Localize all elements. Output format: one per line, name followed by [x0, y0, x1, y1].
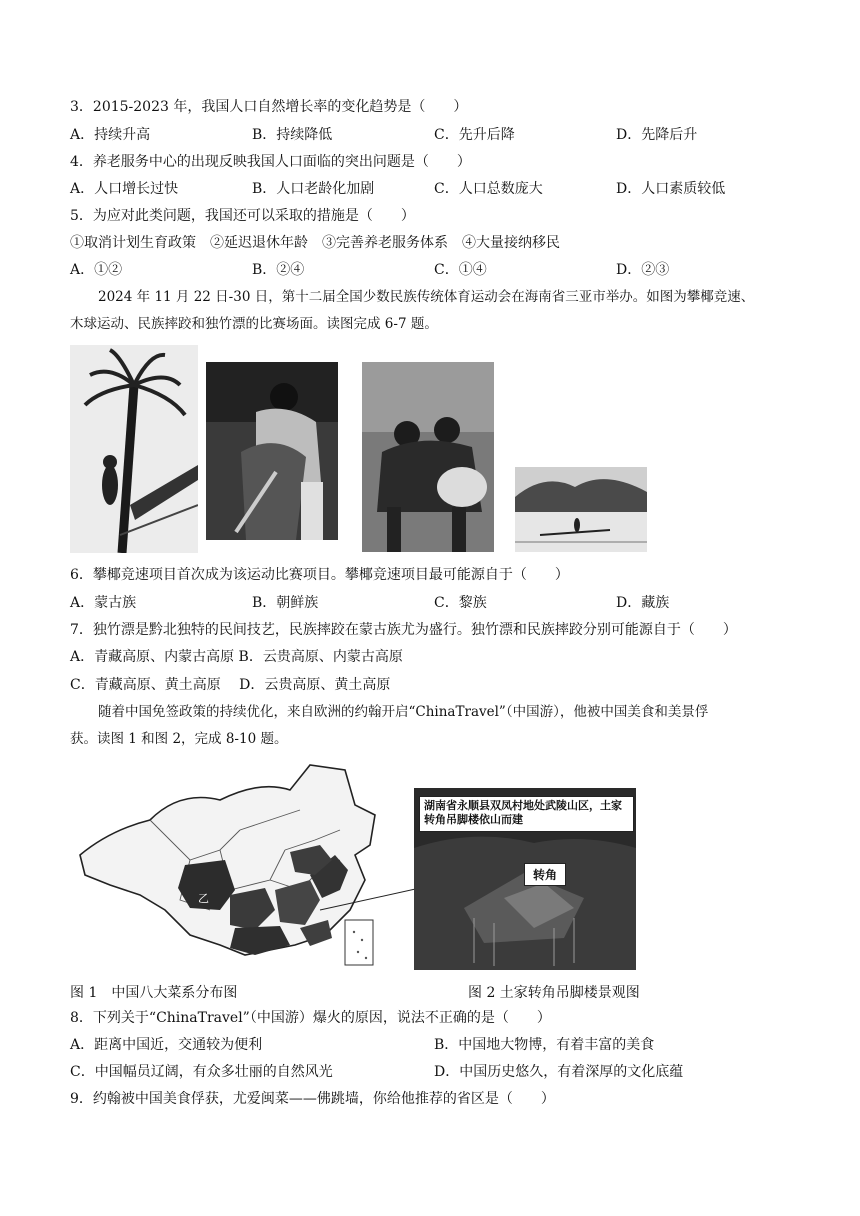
q5-option-a: A．①②: [70, 262, 123, 278]
q4-option-b: B．人口老龄化加剧: [252, 181, 375, 197]
q9-stem: 9．约翰被中国美食俘获，尤爱闽菜——佛跳墙，你给他推荐的省区是（ ）: [70, 1091, 555, 1107]
q5-option-c: C．①④: [434, 262, 487, 278]
q7-options-ab: A．青藏高原、内蒙古高原 B．云贵高原、内蒙古高原: [70, 649, 403, 665]
q4-stem: 4．养老服务中心的出现反映我国人口面临的突出问题是（ ）: [70, 154, 471, 170]
figure1-caption: 图 1 中国八大菜系分布图: [70, 985, 238, 1001]
q3-option-b: B．持续降低: [252, 127, 333, 143]
q8-stem: 8．下列关于“ChinaTravel”（中国游）爆火的原因，说法不正确的是（ ）: [70, 1010, 551, 1026]
intro-8-10-line1: 随着中国免签政策的持续优化，来自欧洲的约翰开启“ChinaTravel”（中国游），他被中国美食和美景俘: [98, 704, 709, 720]
q5-option-d: D．②③: [616, 262, 670, 278]
photo-wood-ball: [206, 362, 338, 540]
q3-option-a: A．持续升高: [70, 127, 151, 143]
q3-option-c: C．先升后降: [434, 127, 515, 143]
q4-option-c: C．人口总数庞大: [434, 181, 543, 197]
photo-wrestling: [362, 362, 494, 552]
q7-options-cd: C．青藏高原、黄土高原 D．云贵高原、黄土高原: [70, 677, 391, 693]
q6-stem: 6．攀椰竞速项目首次成为该运动比赛项目。攀椰竞速项目最可能源自于（ ）: [70, 567, 569, 583]
q5-stem: 5．为应对此类问题，我国还可以采取的措施是（ ）: [70, 208, 415, 224]
q3-stem: 3．2015-2023 年，我国人口自然增长率的变化趋势是（ ）: [70, 99, 468, 115]
map-label-yi: 乙: [198, 892, 209, 905]
q6-option-d: D．藏族: [616, 595, 670, 611]
q8-option-a: A．距离中国近，交通较为便利: [70, 1037, 263, 1053]
q3-option-d: D．先降后升: [616, 127, 698, 143]
figure2-tag-zhuanjiao: 转角: [524, 863, 566, 886]
photo-bamboo-rafting: [515, 467, 647, 552]
figure2-caption: 图 2 土家转角吊脚楼景观图: [468, 985, 640, 1001]
q6-option-a: A．蒙古族: [70, 595, 137, 611]
figure2-callout: 湖南省永顺县双凤村地处武陵山区，土家转角吊脚楼依山而建: [419, 796, 634, 832]
q4-option-d: D．人口素质较低: [616, 181, 726, 197]
q5-choices: ①取消计划生育政策 ②延迟退休年龄 ③完善养老服务体系 ④大量接纳移民: [70, 235, 560, 251]
q6-option-c: C．黎族: [434, 595, 487, 611]
q4-option-a: A．人口增长过快: [70, 181, 179, 197]
q8-option-d: D．中国历史悠久，有着深厚的文化底蕴: [434, 1064, 684, 1080]
q6-option-b: B．朝鲜族: [252, 595, 319, 611]
intro-6-7-line2: 木球运动、民族摔跤和独竹漂的比赛场面。读图完成 6-7 题。: [70, 316, 438, 332]
q8-option-c: C．中国幅员辽阔，有众多壮丽的自然风光: [70, 1064, 333, 1080]
q5-option-b: B．②④: [252, 262, 305, 278]
intro-6-7-line1: 2024 年 11 月 22 日-30 日，第十二届全国少数民族传统体育运动会在海南省三亚市举办。如图为攀椰竞速、: [98, 289, 755, 305]
intro-8-10-line2: 获。读图 1 和图 2，完成 8-10 题。: [70, 731, 288, 747]
china-cuisine-map: [70, 760, 420, 972]
q8-option-b: B．中国地大物博，有着丰富的美食: [434, 1037, 655, 1053]
q7-stem: 7．独竹漂是黔北独特的民间技艺，民族摔跤在蒙古族尤为盛行。独竹漂和民族摔跤分别可能源自于（ ）: [70, 622, 737, 638]
photo-coconut-climbing: [70, 345, 198, 553]
